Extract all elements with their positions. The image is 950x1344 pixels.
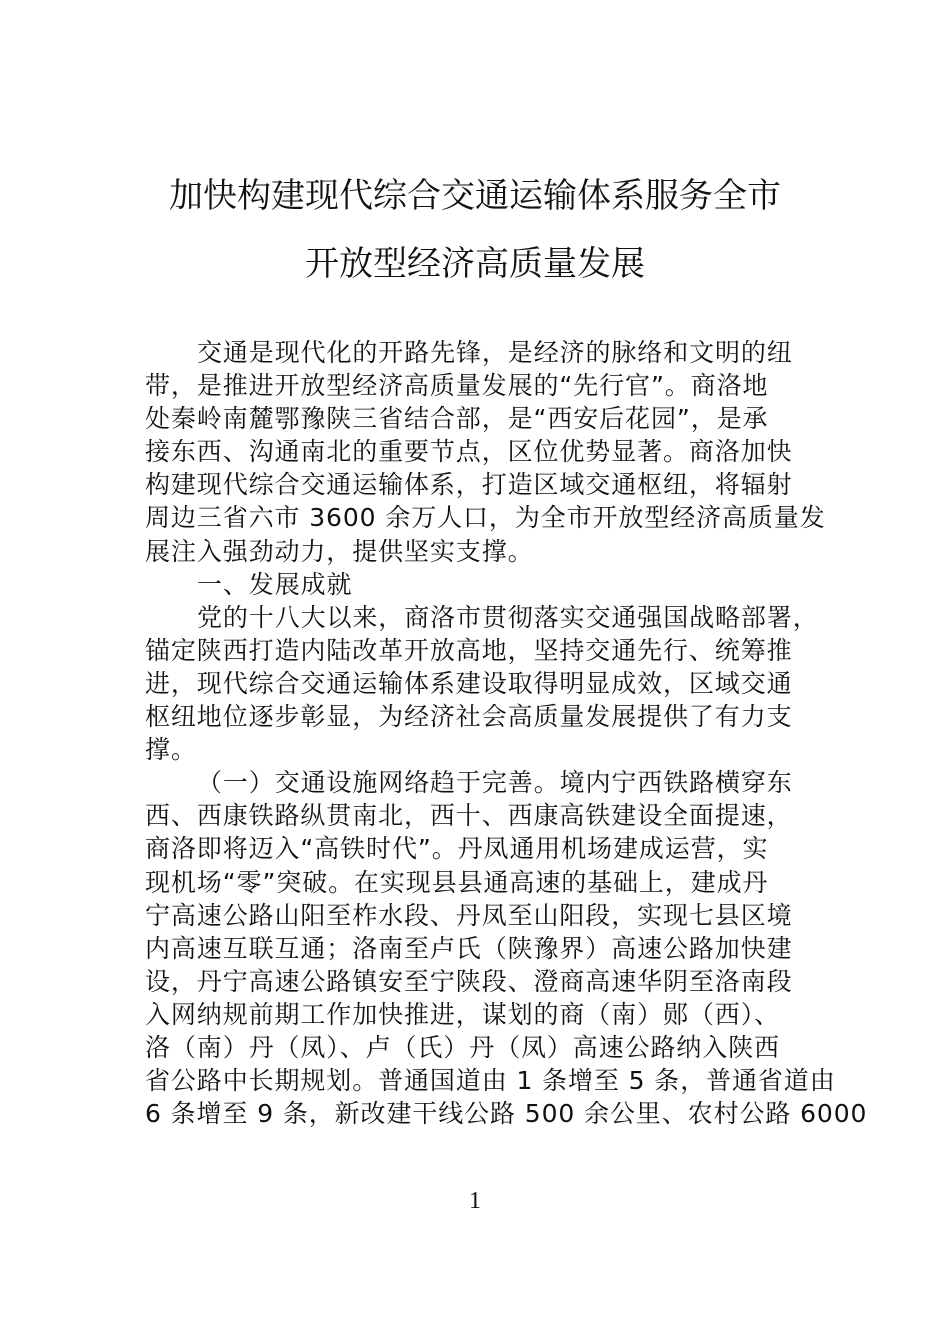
paragraph-intro-line: 接东西、沟通南北的重要节点，区位优势显著。商洛加快: [145, 437, 793, 467]
paragraph-infrastructure-line: 入网纳规前期工作加快推进，谋划的商（南）郧（西）、: [145, 999, 781, 1029]
paragraph-achievements-line: 进，现代综合交通运输体系建设取得明显成效，区域交通: [145, 668, 793, 698]
paragraph-intro-line: 处秦岭南麓鄂豫陕三省结合部，是“西安后花园”，是承: [145, 404, 769, 434]
paragraph-infrastructure-line: 洛（南）丹（凤）、卢（氏）丹（凤）高速公路纳入陕西: [145, 1032, 781, 1062]
paragraph-infrastructure-line: 内高速互联互通；洛南至卢氏（陕豫界）高速公路加快建: [145, 933, 793, 963]
paragraph-infrastructure-line: 现机场“零”突破。在实现县县通高速的基础上，建成丹: [145, 867, 769, 897]
paragraph-intro-line: 带，是推进开放型经济高质量发展的“先行官”。商洛地: [145, 371, 769, 401]
document-title-line-1: 加快构建现代综合交通运输体系服务全市: [169, 176, 781, 216]
document-title-line-2: 开放型经济高质量发展: [305, 244, 645, 284]
paragraph-infrastructure-line: 西、西康铁路纵贯南北，西十、西康高铁建设全面提速，: [145, 801, 793, 831]
paragraph-infrastructure-line: 6 条增至 9 条，新改建干线公路 500 余公里、农村公路 6000: [145, 1099, 868, 1129]
paragraph-achievements-line: 撑。: [145, 735, 197, 765]
paragraph-intro-line: 周边三省六市 3600 余万人口，为全市开放型经济高质量发: [145, 503, 826, 533]
paragraph-intro-line: 交通是现代化的开路先锋，是经济的脉络和文明的纽: [197, 338, 793, 367]
paragraph-infrastructure-line: 宁高速公路山阳至柞水段、丹凤至山阳段，实现七县区境: [145, 900, 793, 930]
paragraph-achievements-line: 枢纽地位逐步彰显，为经济社会高质量发展提供了有力支: [145, 702, 793, 732]
paragraph-intro-line: 展注入强劲动力，提供坚实支撑。: [145, 536, 534, 566]
document-body: [145, 336, 868, 1130]
paragraph-achievements-line: 党的十八大以来，商洛市贯彻落实交通强国战略部署，: [197, 602, 819, 632]
paragraph-infrastructure-line: 商洛即将迈入“高铁时代”。丹凤通用机场建成运营，实: [145, 834, 769, 864]
paragraph-infrastructure-line: 省公路中长期规划。普通国道由 1 条增至 5 条，普通省道由: [145, 1066, 836, 1096]
page-number: 1: [469, 1188, 481, 1214]
paragraph-achievements-line: 锚定陕西打造内陆改革开放高地，坚持交通先行、统筹推: [145, 635, 793, 665]
paragraph-intro-line: 构建现代综合交通运输体系，打造区域交通枢纽，将辐射: [145, 470, 793, 500]
section-heading: 一、发展成就: [197, 569, 353, 599]
paragraph-infrastructure-line: 设，丹宁高速公路镇安至宁陕段、澄商高速华阴至洛南段: [145, 966, 793, 996]
paragraph-infrastructure-line: （一）交通设施网络趋于完善。境内宁西铁路横穿东: [197, 768, 793, 798]
